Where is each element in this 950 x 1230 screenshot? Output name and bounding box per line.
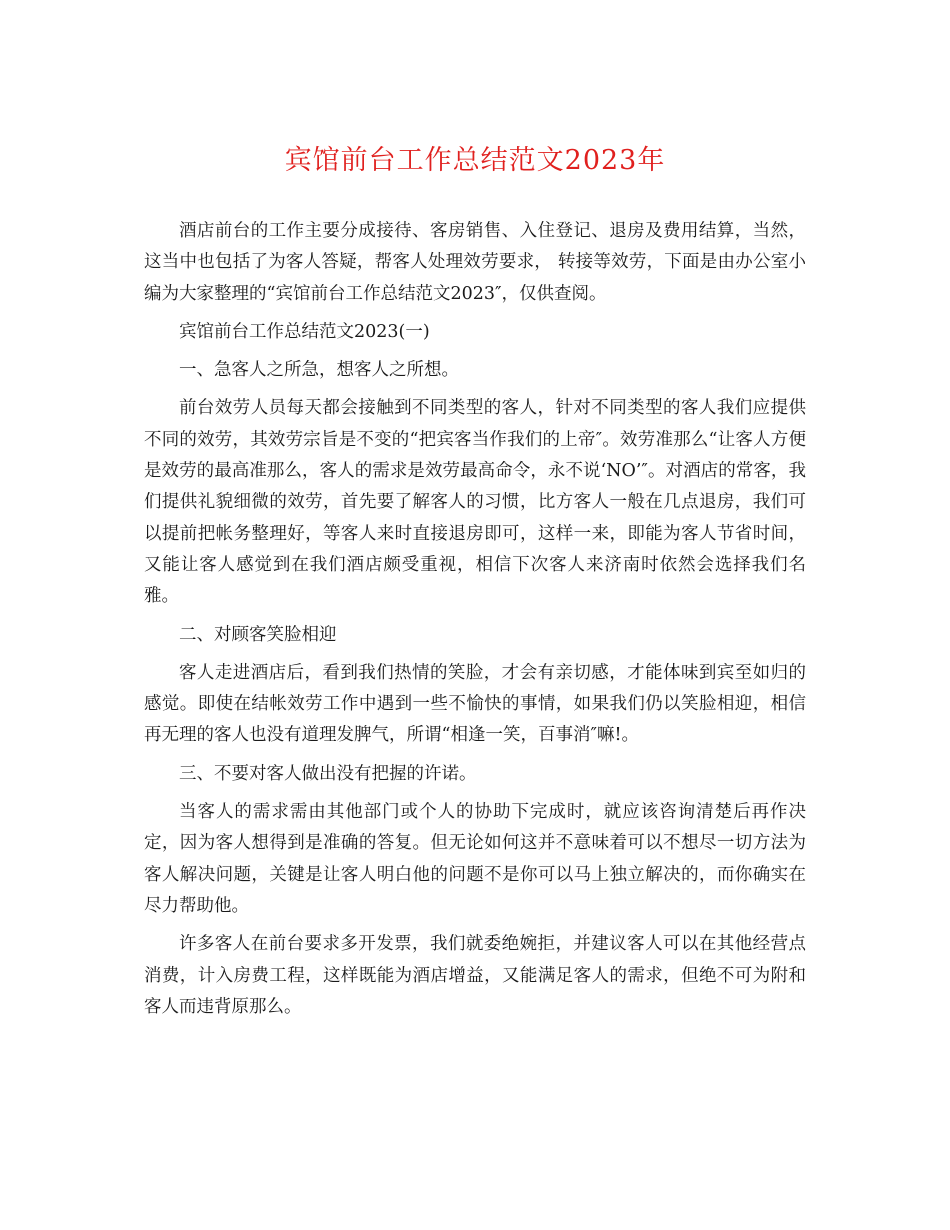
document-body <box>144 216 806 1030</box>
paragraph-4: 许多客人在前台要求多开发票，我们就委绝婉拒，并建议客人可以在其他经营点消费，计入房费工程，这样既能为酒店增益，又能满足客人的需求，但绝不可为附和客人而违背原那么。 <box>144 934 806 1017</box>
paragraph-3: 当客人的需求需由其他部门或个人的协助下完成时，就应该咨询清楚后再作决定，因为客人想得到是准确的答复。但无论如何这并不意味着可以不想尽一切方法为客人解决问题，关键是让客人明白他的问题不是你可以马上独立解决的，而你确实在尽力帮助他。 <box>144 802 806 916</box>
section-title: 宾馆前台工作总结范文2023(一) <box>179 321 430 342</box>
paragraph-1: 前台效劳人员每天都会接触到不同类型的客人，针对不同类型的客人我们应提供不同的效劳，其效劳宗旨是不变的“把宾客当作我们的上帝″。效劳准那么“让客人方便是效劳的最高准那么，客人的需求是效劳最高命令，永不说‘NO’″。对酒店的常客，我们提供礼貌细微的效劳，首先要了解客人的习惯，比方客人一般在几点退房，我们可以提前把帐务整理好，等客人来时直接退房即可，这样一来，即能为客人节省时间，又能让客人感觉到在我们酒店颇受重视，相信下次客人来济南时依然会选择我们名雅。 <box>144 398 806 607</box>
heading-1: 一、急客人之所急，想客人之所想。 <box>179 360 459 381</box>
document-title: 宾馆前台工作总结范文2023年 <box>284 145 666 176</box>
paragraph-2: 客人走进酒店后，看到我们热情的笑脸，才会有亲切感，才能体味到宾至如归的感觉。即使在结帐效劳工作中遇到一些不愉快的事情，如果我们仍以笑脸相迎，相信再无理的客人也没有道理发脾气，所谓“相逢一笑，百事消″嘛!。 <box>144 662 806 746</box>
intro-paragraph: 酒店前台的工作主要分成接待、客房销售、入住登记、退房及费用结算，当然，这当中也包括了为客人答疑，帮客人处理效劳要求， 转接等效劳，下面是由办公室小编为大家整理的“宾馆前台工作总结范文2023″，仅供查阅。 <box>144 221 806 304</box>
heading-2: 二、对顾客笑脸相迎 <box>179 624 337 645</box>
heading-3: 三、不要对客人做出没有把握的许诺。 <box>179 763 477 784</box>
